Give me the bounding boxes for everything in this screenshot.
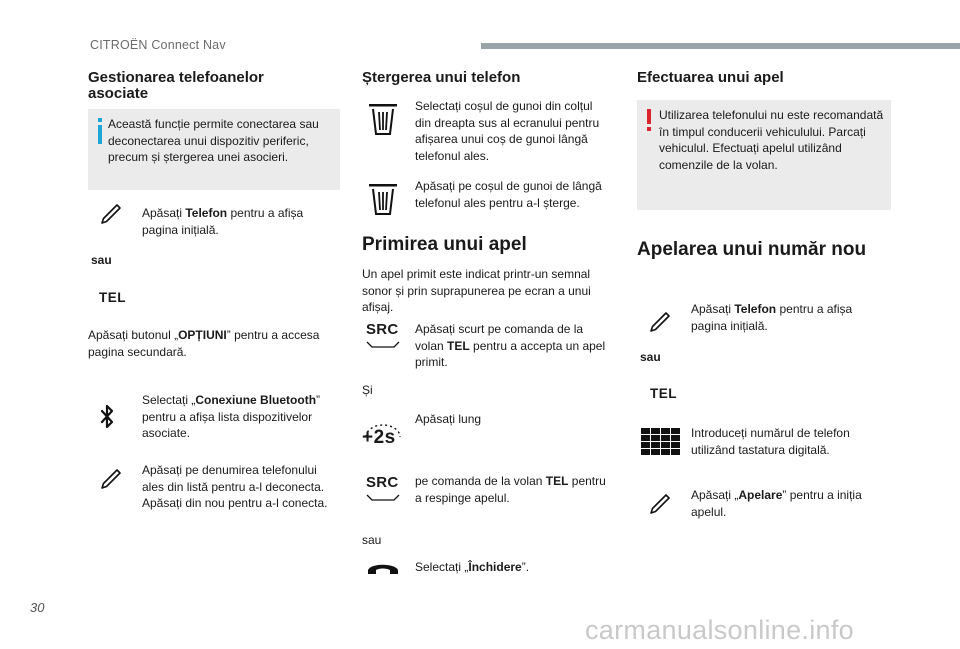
src-wheel-button-icon xyxy=(366,322,400,348)
receive-intro: Un apel primit este indicat printr-un semnal sonor și prin suprapunerea pe ecran a unui afișaj. xyxy=(362,267,591,314)
page-number: 30 xyxy=(30,600,45,615)
delete-step-1: Selectați coșul de gunoi din colțul din dreapta sus al ecranului pentru afișarea unui coș de gunoi lângă telefonul ales. xyxy=(415,99,600,163)
pencil-icon-2 xyxy=(99,467,123,491)
heading-new-number: Apelarea unui număr nou xyxy=(637,239,867,260)
or-label: sau xyxy=(91,253,112,267)
heading-manage-phones: Gestionarea telefoanelor asociate xyxy=(88,69,264,102)
accept-call-step: Apăsați scurt pe comanda de la volan TEL pentru a accepta un apel primit. xyxy=(415,322,606,369)
heading-make-call: Efectuarea unui apel xyxy=(637,69,784,86)
two-seconds-label: +2s xyxy=(362,427,396,448)
bluetooth-icon xyxy=(100,403,114,431)
tel-label: TEL xyxy=(99,290,126,305)
tel-label-2: TEL xyxy=(650,386,677,401)
heading-receive-call: Primirea unui apel xyxy=(362,234,527,255)
pencil-icon-3 xyxy=(648,310,672,334)
long-press-text: Apăsați lung xyxy=(415,412,482,426)
pencil-icon xyxy=(99,202,123,226)
src-label: SRC xyxy=(366,321,399,338)
step-connect-toggle: Apăsați pe denumirea telefonului ales din listă pentru a-l deconecta. Apăsați din nou pentru a-l conecta. xyxy=(142,463,328,510)
warning-icon-dot xyxy=(647,127,651,131)
header-bar xyxy=(481,43,960,49)
warning-box xyxy=(637,100,891,210)
trash-icon-2 xyxy=(368,183,398,215)
pencil-icon-4 xyxy=(648,492,672,516)
info-text: Această funcție permite conectarea sau deconectarea unui dispozitiv periferic, precum și ștergerea unei asocieri. xyxy=(108,117,319,164)
and-label: Și xyxy=(362,383,373,397)
hang-up-icon xyxy=(366,560,400,576)
trash-icon xyxy=(368,103,398,135)
or-label-2: sau xyxy=(362,533,382,547)
info-box xyxy=(88,109,340,190)
src-label-2: SRC xyxy=(366,474,399,491)
delete-step-2: Apăsați pe coșul de gunoi de lângă telefonul ales pentru a-l șterge. xyxy=(415,179,602,210)
step-bluetooth: Selectați „Conexiune Bluetooth” pentru a afișa lista dispozitivelor asociate. xyxy=(142,393,321,440)
warning-icon xyxy=(647,109,651,124)
keypad-step: Introduceți numărul de telefon utilizând tastatura digitală. xyxy=(691,426,850,457)
options-paragraph: Apăsați butonul „OPȚIUNI” pentru a accesa pagina secundară. xyxy=(88,328,320,359)
info-icon xyxy=(98,125,102,144)
reject-call-step: pe comanda de la volan TEL pentru a respinge apelul. xyxy=(415,474,606,505)
step-press-phone: Apăsați Telefon pentru a afișa pagina inițială. xyxy=(142,206,304,237)
new-number-step-1: Apăsați Telefon pentru a afișa pagina inițială. xyxy=(691,302,853,333)
header-title: CITROËN Connect Nav xyxy=(90,38,226,52)
watermark: carmanualsonline.info xyxy=(585,615,854,645)
heading-delete-phone: Ștergerea unui telefon xyxy=(362,69,521,86)
two-seconds-icon xyxy=(362,423,404,451)
keypad-icon xyxy=(641,428,681,456)
or-label-3: sau xyxy=(640,350,661,364)
info-icon-dot xyxy=(98,118,102,122)
src-wheel-button-icon-2 xyxy=(366,475,400,501)
hang-up-step: Selectați „Închidere”. xyxy=(415,560,530,574)
call-step: Apăsați „Apelare” pentru a iniția apelul. xyxy=(691,488,862,519)
warning-text: Utilizarea telefonului nu este recomandată în timpul conducerii vehiculului. Parcați vehiculul. Efectuați apelul utilizând comenzile de la volan. xyxy=(659,108,884,172)
